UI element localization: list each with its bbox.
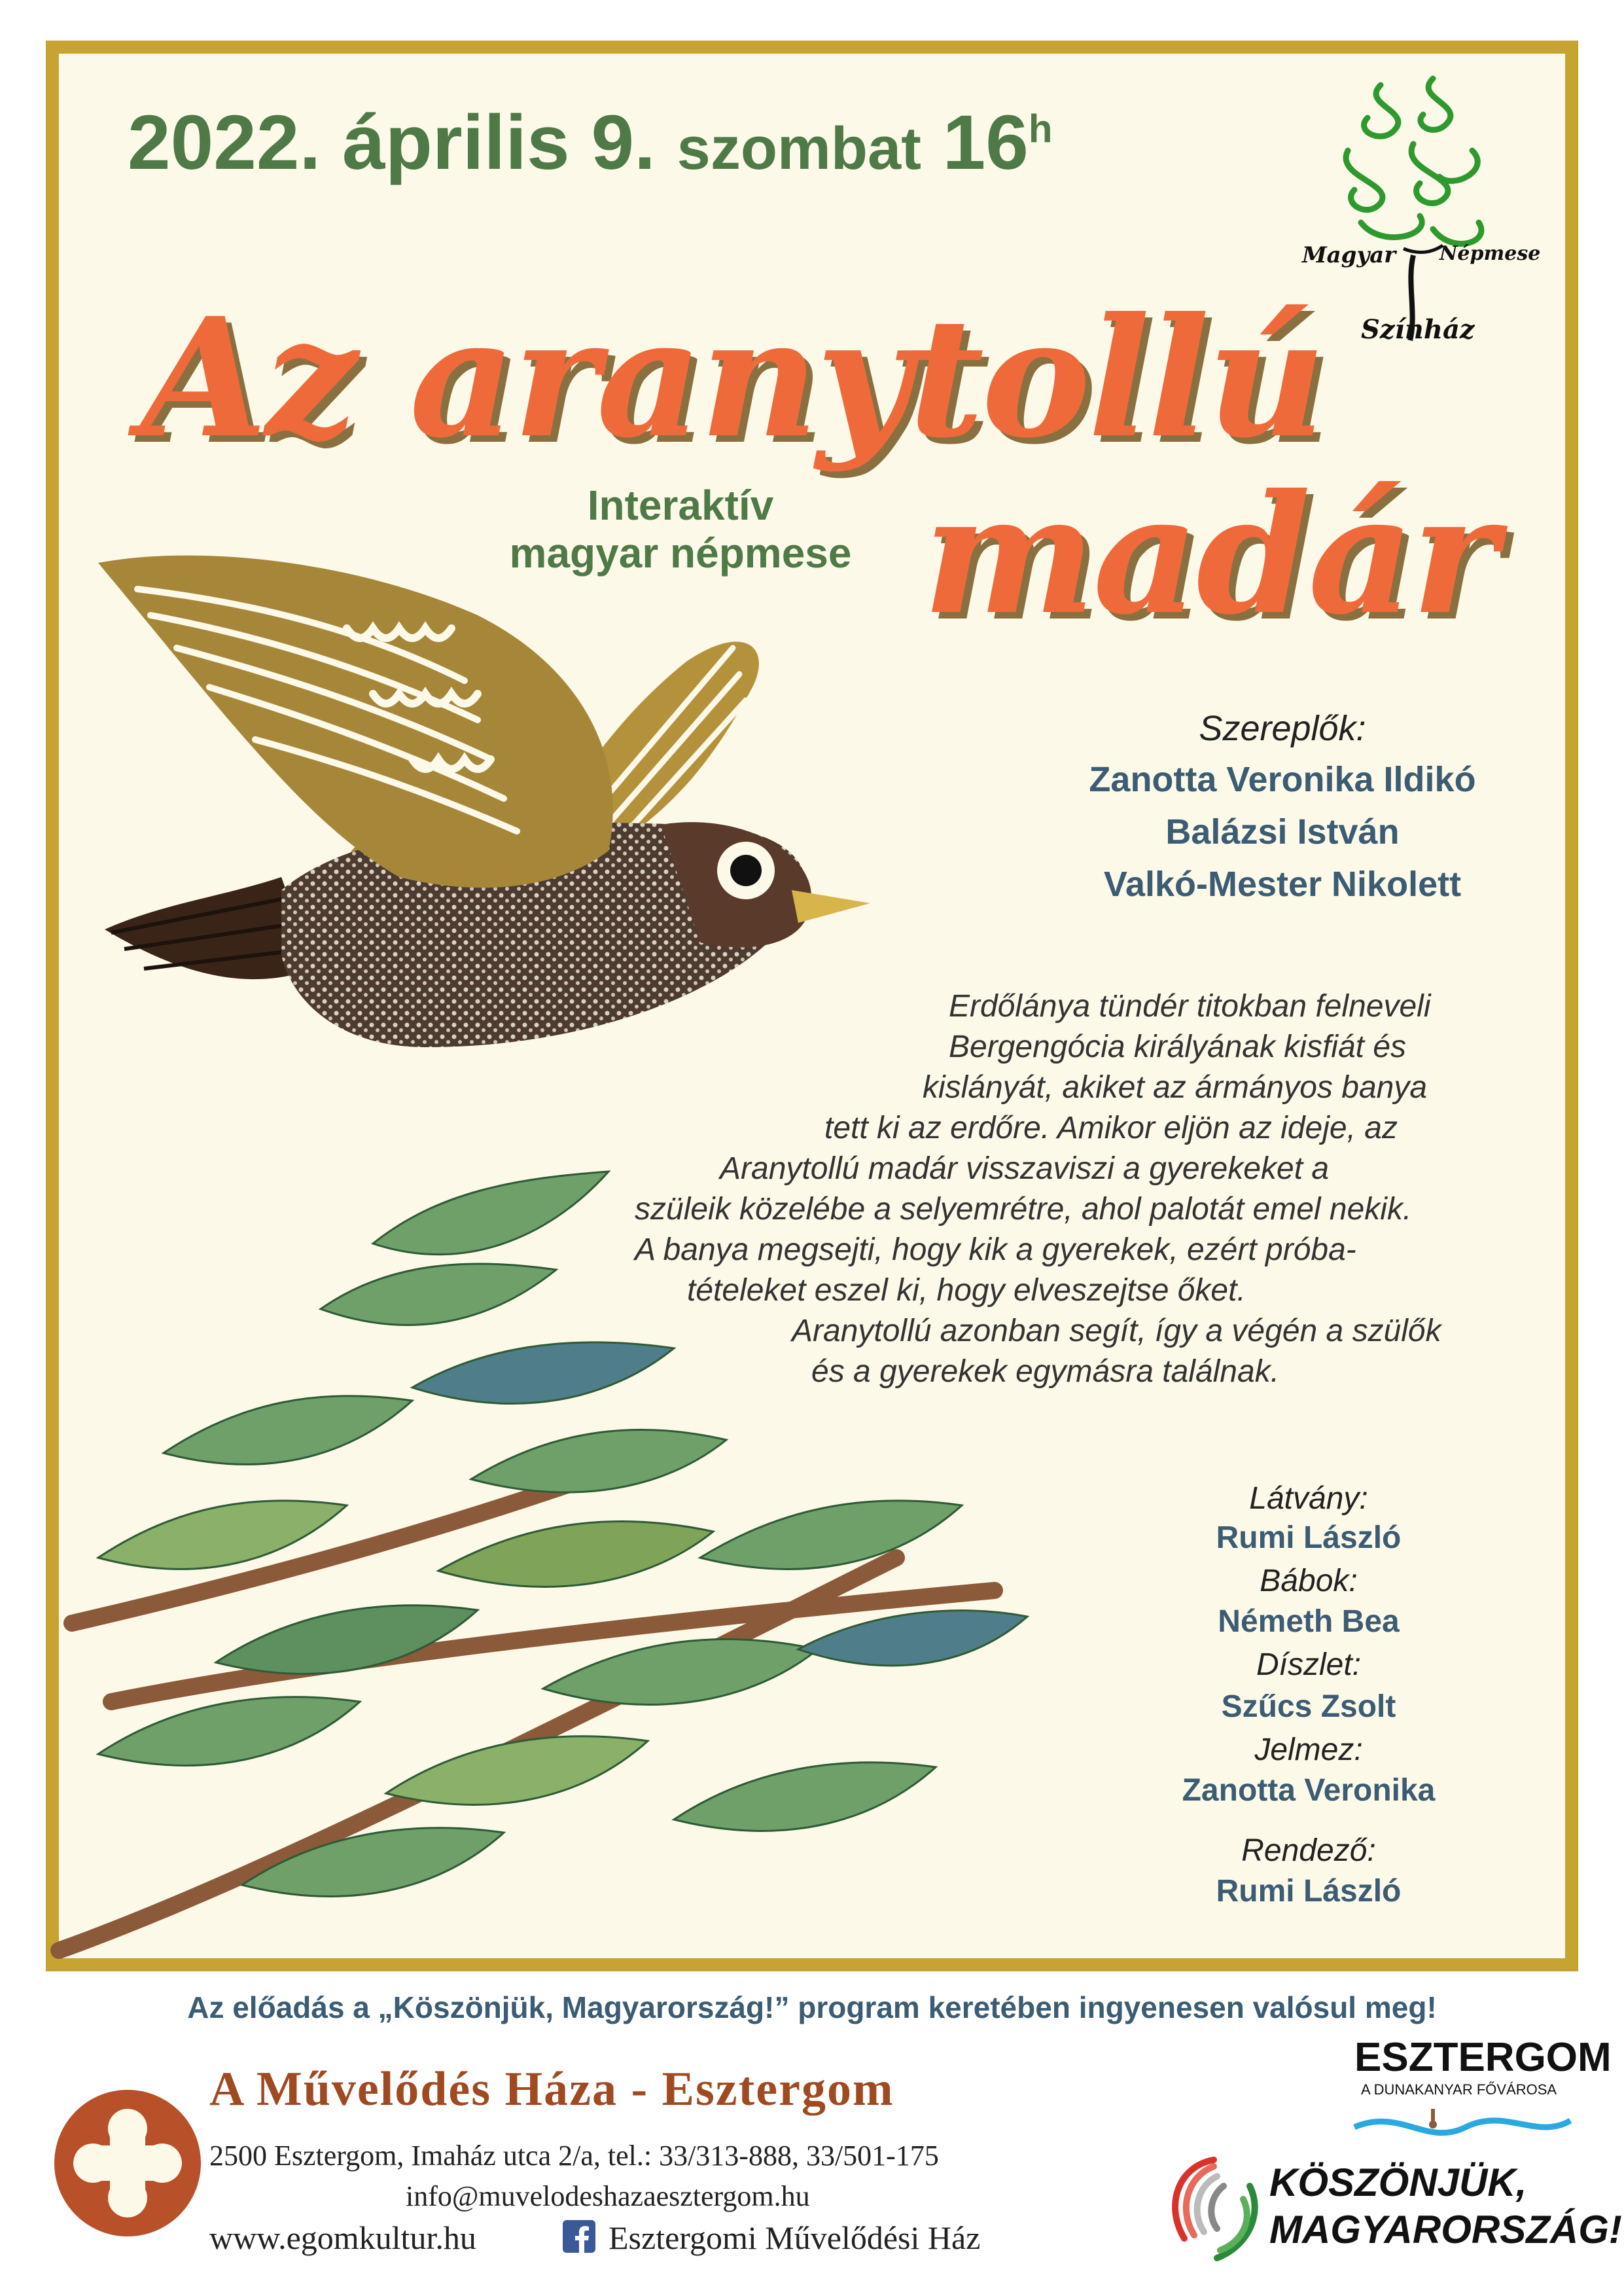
- story-line-7: A banya megsejti, hogy kik a gyerekek, ezért próba-: [635, 1232, 1356, 1267]
- facebook-icon[interactable]: [563, 2220, 595, 2253]
- credit-role-5: Rendező:: [1241, 1833, 1376, 1868]
- credit-name-4: Zanotta Veronika: [1182, 1773, 1436, 1808]
- story-line-9: Aranytollú azonban segít, így a végén a szülők: [792, 1314, 1441, 1348]
- logo-line1-left: Magyar: [1302, 242, 1396, 268]
- credit-name-2: Németh Bea: [1218, 1604, 1400, 1639]
- program-note: Az előadás a „Köszönjük, Magyarország!” program keretében ingyenesen valósul meg!: [187, 1990, 1437, 2024]
- ribbon-logo-icon: [1152, 2147, 1276, 2271]
- city-tagline: A DUNAKANYAR FŐVÁROSA: [1361, 2081, 1557, 2098]
- credit-role-1: Látvány:: [1249, 1481, 1368, 1516]
- story-line-4: tett ki az erdőre. Amikor eljön az ideje, az: [824, 1111, 1398, 1145]
- story-line-1: Erdőlánya tündér titokban felneveli: [949, 989, 1431, 1024]
- cast-name-1: Zanotta Veronika Ildikó: [1089, 760, 1476, 799]
- org-name: A Művelődés Háza - Esztergom: [209, 2062, 894, 2116]
- org-address: 2500 Esztergom, Imaház utca 2/a, tel.: 33/313-888, 33/501-175: [209, 2140, 939, 2172]
- hour-text: 16: [942, 99, 1029, 186]
- danube-wave-icon: [1348, 2101, 1577, 2153]
- thanks-line1: KÖSZÖNJÜK,: [1269, 2161, 1527, 2204]
- story-line-8: tételeket eszel ki, hogy elveszejtse őket.: [687, 1273, 1246, 1308]
- title-line1: Az aranytollú: [141, 281, 1324, 474]
- credit-role-4: Jelmez:: [1254, 1732, 1363, 1767]
- org-website[interactable]: www.egomkultur.hu: [209, 2219, 476, 2256]
- cast-label: Szereplők:: [1199, 709, 1366, 748]
- cast-name-2: Balázsi István: [1165, 812, 1400, 852]
- date-text: 2022. április 9.: [128, 99, 656, 186]
- logo-line2: Színház: [1361, 314, 1475, 345]
- org-facebook[interactable]: Esztergomi Művelődési Ház: [609, 2219, 981, 2256]
- city-name: ESZTERGOM: [1354, 2035, 1612, 2080]
- hour-sup: h: [1028, 107, 1053, 151]
- cast-name-3: Valkó-Mester Nikolett: [1103, 865, 1462, 904]
- story-line-5: Aranytollú madár visszaviszi a gyerekeket a: [720, 1151, 1330, 1186]
- subtitle-line1: Interaktív: [587, 482, 774, 529]
- credit-role-3: Díszlet:: [1256, 1647, 1362, 1682]
- cross-logo-icon: [52, 2088, 203, 2238]
- org-email[interactable]: info@muvelodeshazaesztergom.hu: [406, 2180, 810, 2212]
- day-text: szombat: [677, 115, 921, 182]
- logo-line1-right: Népmese: [1439, 242, 1541, 265]
- credit-name-5: Rumi László: [1216, 1874, 1402, 1909]
- story-line-6: szüleik közelébe a selyemrétre, ahol palotát emel nekik.: [635, 1192, 1412, 1227]
- credit-role-2: Bábok:: [1260, 1564, 1358, 1598]
- credit-name-3: Szűcs Zsolt: [1221, 1689, 1396, 1724]
- subtitle-line2: magyar népmese: [509, 529, 852, 577]
- bird-illustration: [85, 550, 962, 1126]
- event-date: [128, 98, 1053, 187]
- credit-name-1: Rumi László: [1216, 1520, 1402, 1555]
- thanks-line2: MAGYARORSZÁG!: [1269, 2208, 1622, 2251]
- title-line2: madár: [923, 458, 1496, 651]
- story-line-2: Bergengócia királyának kisfiát és: [949, 1030, 1407, 1064]
- story-line-10: és a gyerekek egymásra találnak.: [811, 1354, 1280, 1389]
- story-line-3: kislányát, akiket az ármányos banya: [923, 1070, 1428, 1105]
